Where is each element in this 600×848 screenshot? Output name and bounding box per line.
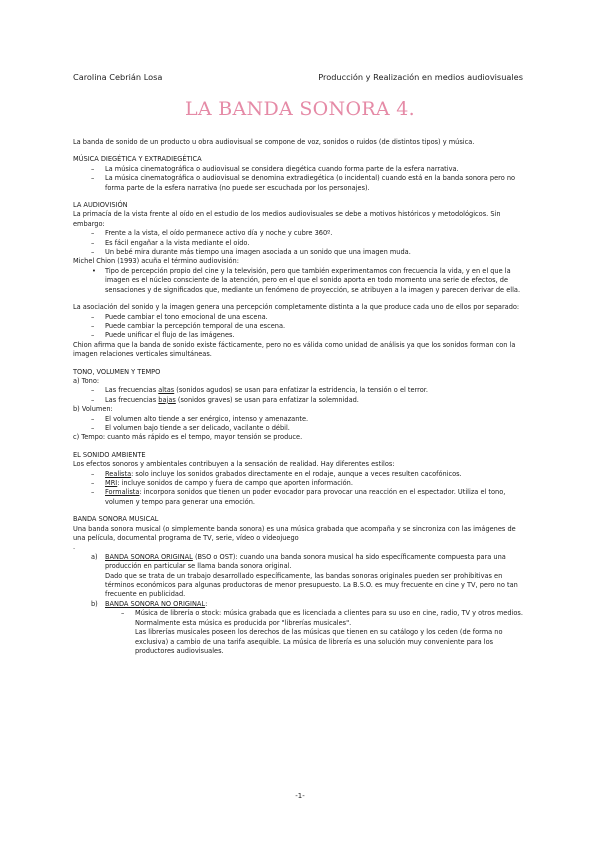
list-item: – La música cinematográfica o audiovisual se considera diegética cuando forma parte de la esfera narrativa. — [73, 165, 523, 174]
page-title: LA BANDA SONORA 4. — [184, 98, 416, 120]
list-item: – Realista: solo incluye los sonidos grabados directamente en el rodaje, aunque a veces resulten cacofónicos. — [73, 470, 523, 479]
list-item: – Es fácil engañar a la vista mediante el oído. — [73, 239, 523, 248]
lettered-item: a) BANDA SONORA ORIGINAL (BSO o OST): cuando una banda sonora musical ha sido específicamente compuesta para una producción en particular se llama banda sonora original. — [91, 552, 506, 571]
sub-list-continuation: Las librerías musicales poseen los derechos de las músicas que tienen en su catálogo y los ceden (de forma no exclusiva) a cambio de una tarifa asequible. La música de librería es una solución muy conveniente para los productores audiovisuales. — [135, 628, 503, 655]
list-item: – MRI: incluye sonidos de campo y fuera de campo que aporten información. — [73, 479, 523, 488]
section-heading-ambiente: EL SONIDO AMBIENTE — [73, 450, 146, 459]
list-item: – Formalista: incorpora sonidos que tienen un poder evocador para provocar una reacción en el espectador. Utiliza el tono, volumen y tempo para generar una emoción. — [73, 488, 523, 507]
section-heading-audiovision: LA AUDIOVISIÓN — [73, 201, 128, 210]
sublabel: a) Tono: — [73, 376, 100, 385]
paragraph: La asociación del sonido y la imagen genera una percepción completamente distinta a la que produce cada uno de ellos por separado: — [73, 303, 520, 312]
list-item: – Un bebé mira durante más tiempo una imagen asociada a un sonido que una imagen muda. — [73, 248, 523, 257]
paragraph: La primacía de la vista frente al oído en el estudio de los medios audiovisuales se debe a motivos históricos y metodológicos. Sin embargo: — [73, 210, 501, 228]
list-item: – Las frecuencias altas (sonidos agudos) se usan para enfatizar la estridencia, la tensión o el terror. — [73, 386, 523, 395]
paragraph: Los efectos sonoros y ambientales contribuyen a la sensación de realidad. Hay diferentes estilos: — [73, 460, 395, 469]
document-body — [73, 138, 523, 656]
list-item: – Las frecuencias bajas (sonidos graves) se usan para enfatizar la solemnidad. — [73, 396, 523, 405]
sub-list-item: – Música de librería o stock: música grabada que es licenciada a clientes para su uso en cine, radio, TV y otros medios. Normalmente esta música es producida por "librerías musicales". — [73, 609, 523, 628]
stray-dot: . — [73, 543, 76, 552]
list-item: – El volumen bajo tiende a ser delicado, vacilante o débil. — [73, 424, 523, 433]
intro-paragraph: La banda de sonido de un producto u obra audiovisual se compone de voz, sonidos o ruidos (de distintos tipos) y música. — [73, 138, 475, 146]
paragraph: Una banda sonora musical (o simplemente banda sonora) es una música grabada que acompaña y se sincroniza con las imágenes de una película, documental programa de TV, serie, vídeo o videojuego — [73, 524, 516, 543]
list-item: – Puede unificar el flujo de las imágenes. — [73, 331, 523, 340]
list-item: – Frente a la vista, el oído permanece activo día y noche y cubre 360º. — [73, 229, 523, 238]
list-item: – Puede cambiar la percepción temporal de una escena. — [73, 322, 523, 331]
sublabel: b) Volumen: — [73, 405, 113, 414]
header-author: Carolina Cebrián Losa — [73, 72, 163, 82]
sublabel: c) Tempo: cuanto más rápido es el tempo, mayor tensión se produce. — [73, 433, 303, 442]
paragraph: Michel Chion (1993) acuña el término audiovisión: — [73, 257, 239, 266]
lettered-item-continuation: Dado que se trata de un trabajo desarrollado específicamente, las bandas sonoras originales pueden ser prohibitivas en términos económicos para algunas productoras de menor presupuesto. La B.S.O. es muy frecuente en cine y TV, pero no tan frecuente en publicidad. — [105, 571, 518, 599]
page-number: -1- — [295, 792, 305, 800]
header-course: Producción y Realización en medios audiovisuales — [318, 72, 523, 82]
list-item: – La música cinematográfica o audiovisual se denomina extradiegética (o incidental) cuando está en la banda sonora pero no forma parte de la esfera narrativa (no puede ser escuchada por los personajes). — [73, 174, 523, 193]
section-heading-diegetica: MÚSICA DIEGÉTICA Y EXTRADIEGÉTICA — [73, 155, 202, 164]
list-item: – Puede cambiar el tono emocional de una escena. — [73, 313, 523, 322]
section-heading-bso: BANDA SONORA MUSICAL — [73, 515, 159, 524]
list-item: – El volumen alto tiende a ser enérgico, intenso y amenazante. — [73, 415, 523, 424]
section-heading-tono: TONO, VOLUMEN Y TEMPO — [73, 367, 161, 376]
lettered-item: b) BANDA SONORA NO ORIGINAL: — [91, 599, 208, 608]
bullet-item: • Tipo de percepción propio del cine y la televisión, pero que también experimentamos con frecuencia la vida, y en el que la imagen es el núcleo consciente de la atención, pero en el que el sonido aporta en todo momento una serie de efectos, de sensaciones y de significados que, mediante un fenómeno de proyección, se atribuyen a la imagen y parecen derivar de ella. — [73, 267, 523, 295]
paragraph: Chion afirma que la banda de sonido existe fácticamente, pero no es válida como unidad de análisis ya que los sonidos forman con la imagen relaciones verticales simultáneas. — [73, 340, 516, 359]
